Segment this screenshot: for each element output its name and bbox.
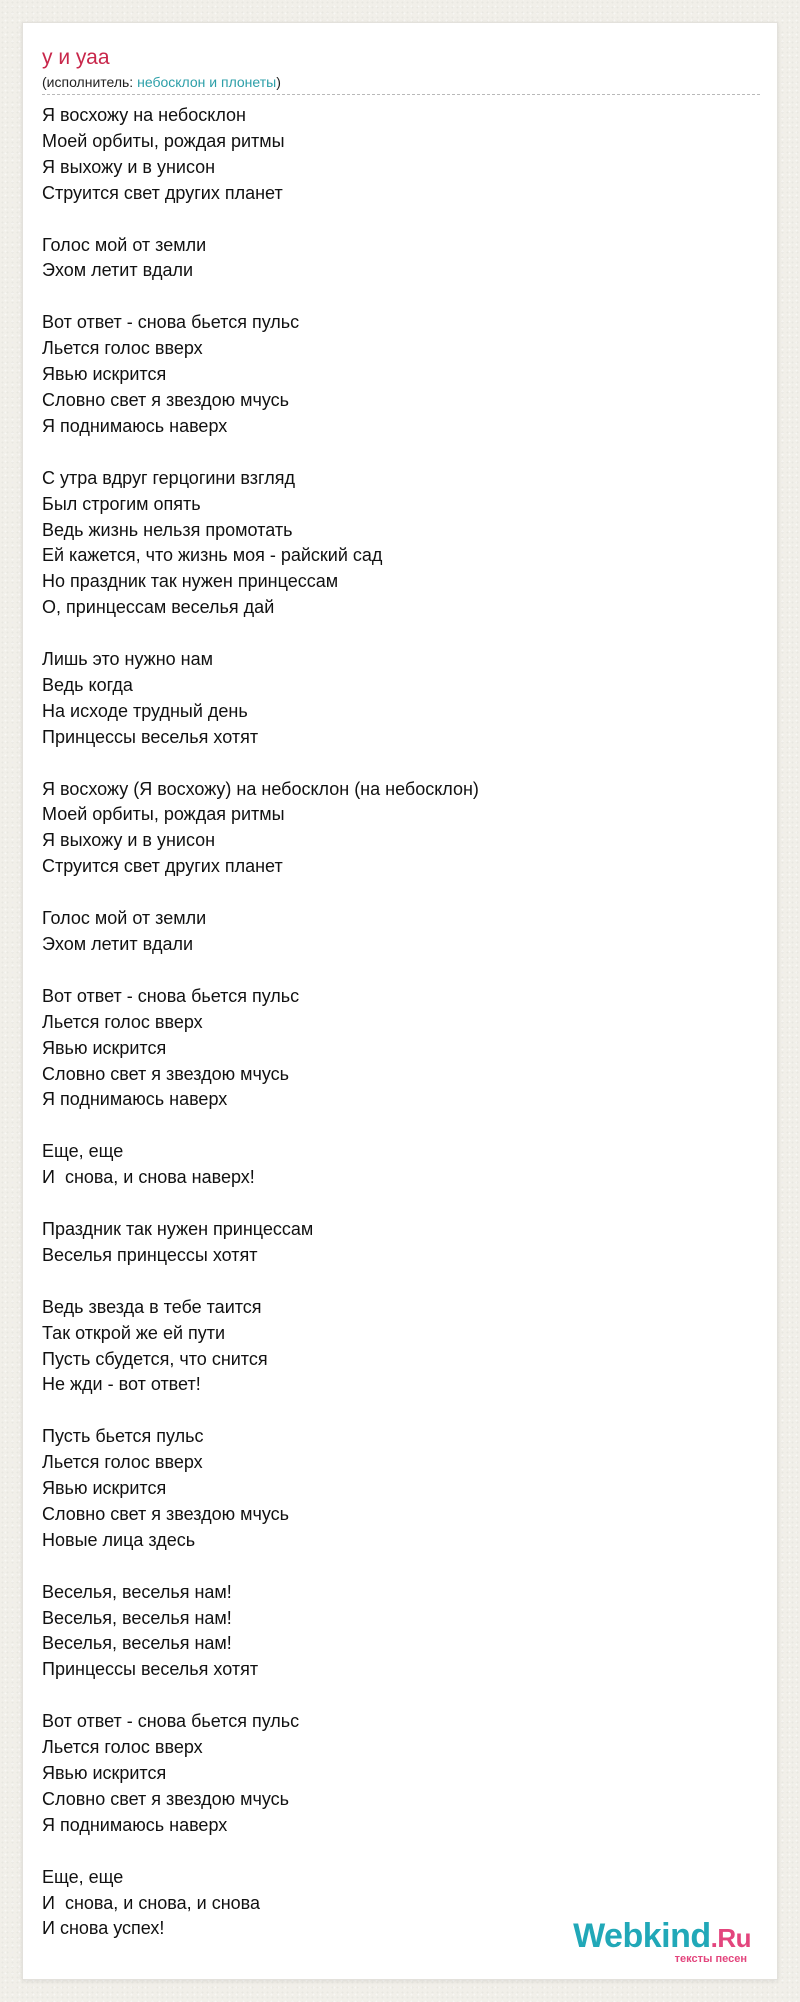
logo-wordmark <box>573 1919 751 1955</box>
logo-word: Webkind <box>573 1917 711 1955</box>
logo-tagline: тексты песен <box>674 1953 747 1965</box>
lyrics-text: Я восхожу на небосклон Моей орбиты, рождая ритмы Я выхожу и в унисон Струится свет других планет Голос мой от земли Эхом летит вдали Вот ответ - снова бьется пульс Льется голос вверх Явью искрится Словно свет я звездою мчусь Я поднимаюсь наверх С утра вдруг герцогини взгляд Был строгим опять Ведь жизнь нельзя промотать Ей кажется, что жизнь моя - райский сад Но праздник так нужен принцессам О, принцессам веселья дай Лишь это нужно нам Ведь когда На исходе трудный день Принцессы веселья хотят Я восхожу (Я восхожу) на небосклон (на небосклон) Моей орбиты, рождая ритмы Я выхожу и в унисон Струится свет других планет Голос мой от земли Эхом летит вдали Вот ответ - снова бьется пульс Льется голос вверх Явью искрится Словно свет я звездою мчусь Я поднимаюсь наверх Еще, еще И снова, и снова наверх! Праздник так нужен принцессам Веселья принцессы хотят Ведь звезда в тебе таится Так открой же ей пути Пусть сбудется, что снится Не жди - вот ответ! Пусть бьется пульс Льется голос вверх Явью искрится Словно свет я звездою мчусь Новые лица здесь Веселья, веселья нам! Веселья, веселья нам! Веселья, веселья нам! Принцессы веселья хотят Вот ответ - снова бьется пульс Льется голос вверх Явью искрится Словно свет я звездою мчусь Я поднимаюсь наверх Еще, еще И снова, и снова, и снова И снова успех! <box>42 105 479 1939</box>
song-title: у и уаа <box>42 46 110 69</box>
artist-suffix: ) <box>276 74 281 90</box>
artist-line <box>42 73 281 91</box>
artist-link[interactable]: небосклон и плонеты <box>137 74 277 90</box>
logo-tld: .Ru <box>710 1923 751 1953</box>
header-divider <box>42 94 760 95</box>
site-logo[interactable] <box>573 1919 751 1965</box>
lyrics-card <box>22 22 778 1980</box>
artist-prefix: (исполнитель: <box>42 74 138 90</box>
